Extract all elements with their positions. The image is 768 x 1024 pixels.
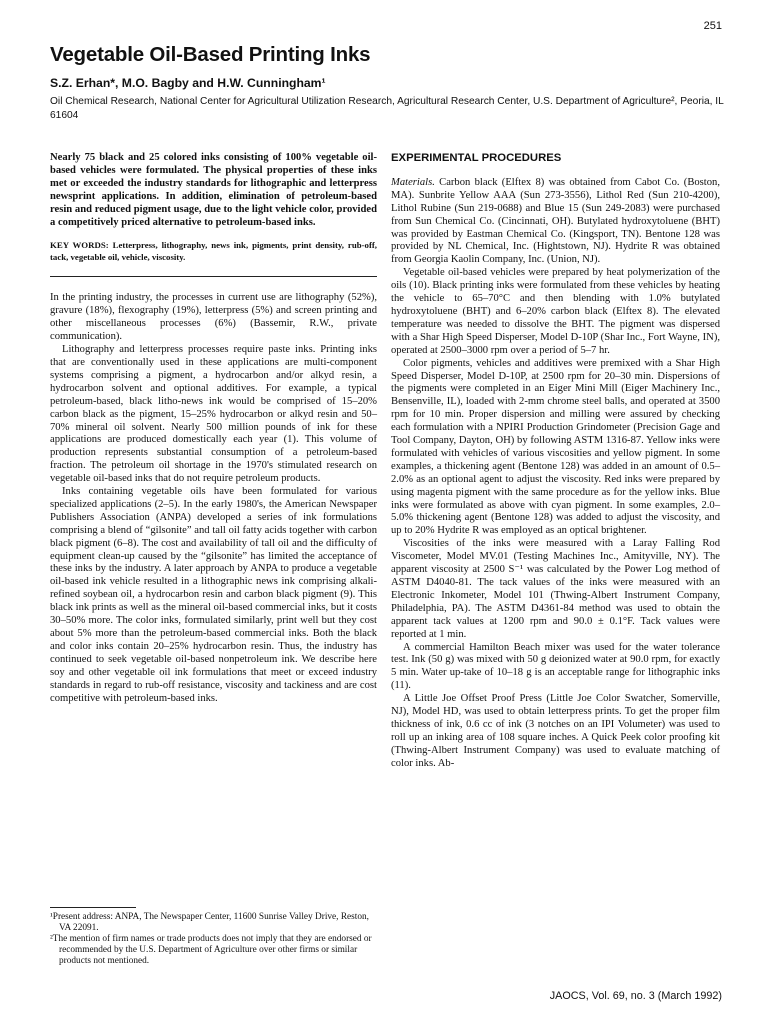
materials-label: Materials.: [391, 176, 435, 188]
left-column: [50, 152, 377, 705]
procedure-paragraph: Color pigments, vehicles and additives were premixed with a Shar High Speed Disperser, Model D-10P, at 2500 rpm for 20–30 min. Dispersions of the pigments were completed in an Eiger Mini Mill (Eiger Machinery Inc., Bensenville, IL), loaded with 2-mm chrome steel balls, and operated at 3500 rpm for 10 min. Proper dispersion and milling were assured by checking each formulation with a NPIRI Production Grindometer (Precision Gage and Tool Company, Dayton, OH) by following ASTM 1316-87. Yellow inks were formulated with vehicles of various viscosities and yellow pigment. In some examples, a thickening agent (Bentone 128) was added in an amount of 0.5–2.0% as an optional agent to adjust the viscosity. Red inks were prepared by using magenta pigment with the same procedure as for the yellow inks. Blue inks were formulated as above with cyan pigment. In some examples, 2.0–5.0% thickening agent (Bentone 128) was added to adjust the viscosity, and up to 20% Hydrite R was employed as an optical brightener.: [391, 357, 720, 537]
intro-paragraph: Lithography and letterpress processes require paste inks. Printing inks that are conventionally used in these applications are multi-component systems comprising a pigment, a hydrocarbon and/or alkyd resin, a hydrocarbon solvent and optional additives. For example, a typical petroleum-based, black litho-news ink would be comprised of 15–20% carbon black as the pigment, 15–25% hydrocarbon or alkyd resin and 50–70% mineral oil solvent. Nearly 500 million pounds of ink for these applications are produced domestically each year (1). This volume of production represents substantial consumption of a petroleum-based fraction. The petroleum oil shortage in the 1970's stimulated research on vegetable oil-based inks that do not require petroleum products.: [50, 344, 377, 485]
procedure-paragraph: Vegetable oil-based vehicles were prepared by heat polymerization of the oils (10). Black printing inks were formulated from these vehicles by heating the vehicle to 65–70°C and then blending with 1.0% butylated hydroxytoluene (BHT) and 6–20% carbon black (Elftex 8). The elevated temperature was needed to dissolve the BHT. The pigment was dispersed with a Shar High Speed Disperser, Model D-10P (Shar Inc., Fort Wayne, IN), operated at 2500–3000 rpm over a period of 5–7 hr.: [391, 267, 720, 356]
abstract: Nearly 75 black and 25 colored inks consisting of 100% vegetable oil-based vehicles were formulated. The physical properties of these inks met or exceeded the industry standards for lithographic and letterpress newsprint applications. In addition, elimination of petroleum-based resin and reduced pigment usage, due to the light vehicle color, provided a competitively priced alternative to petroleum-based inks.: [50, 152, 377, 228]
procedure-paragraph: A commercial Hamilton Beach mixer was used for the water tolerance test. Ink (50 g) was mixed with 50 g deionized water at 90.0 rpm, for exactly 5 min. Water up-take of 10–18 g is an acceptable range for lithographic inks (11).: [391, 641, 720, 692]
affiliation: Oil Chemical Research, National Center for Agricultural Utilization Research, Agricultural Research Center, U.S. Department of Agriculture², Peoria, IL 61604: [50, 96, 724, 121]
procedure-paragraph: Viscosities of the inks were measured with a Laray Falling Rod Viscometer, Model MV.01 (Testing Machines Inc., Amityville, NY). The apparent viscosity at 2500 S⁻¹ was calculated by the Power Log method of ASTM D4040-81. The tack values of the inks were measured with an Electronic Inkometer, Model 101 (Thwing-Albert Instrument Company, Philadelphia, PA). The ASTM D4361-84 method was used to obtain the apparent tack values at 1200 rpm and 90.0 ± 0.1°F. Tack values were reported at 1 min.: [391, 538, 720, 640]
materials-text: Carbon black (Elftex 8) was obtained from Cabot Co. (Boston, MA). Sunbrite Yellow AAA (Sun 273-3556), Lithol Red (Sun 210-4200), Lithol Rubine (Sun 219-0688) and Blue 15 (Sun 249-2083) were purchased from Sun Chemical Co. (Cincinnati, OH). Butylated hydroxytoluene (BHT) was provided by Eastman Chemical Co. (Kingsport, TN). Bentone 128 was provided by NL Chemical, Inc. (Hightstown, NJ). Hydrite R was obtained from Georgia Kaolin Company, Inc. (Union, NJ).: [391, 176, 720, 266]
materials-paragraph: [391, 177, 720, 267]
journal-footer: JAOCS, Vol. 69, no. 3 (March 1992): [549, 990, 722, 1002]
footnote: ²The mention of firm names or trade products does not imply that they are endorsed or recommended by the U.S. Department of Agriculture over other firms or similar products not mentioned.: [50, 934, 372, 966]
authors: S.Z. Erhan*, M.O. Bagby and H.W. Cunningham¹: [50, 76, 326, 90]
keywords: [50, 239, 377, 263]
right-column: [391, 152, 720, 771]
abstract-divider: [50, 276, 377, 277]
intro-paragraph: In the printing industry, the processes in current use are lithography (52%), gravure (18%), flexography (19%), letterpress (5%) and screen printing and other miscellaneous processes (6%) (Bassemir, R.W., private communication).: [50, 292, 377, 343]
article-title: Vegetable Oil-Based Printing Inks: [50, 43, 371, 66]
footnotes: [50, 907, 377, 967]
procedure-paragraph: A Little Joe Offset Proof Press (Little Joe Color Swatcher, Somerville, NJ), Model HD, was used to obtain letterpress prints. To get the proper film thickness of ink, 0.6 cc of ink (3 notches on an IPI Volumeter) was used to roll up an inking area of 108 square inches. A Quick Peek color proofing kit (Thwing-Albert Instrument Company) was used to evaluate matching of color inks. Ab-: [391, 693, 720, 769]
section-heading: EXPERIMENTAL PROCEDURES: [391, 152, 562, 164]
page-number: 251: [703, 20, 722, 32]
keywords-label: KEY WORDS:: [50, 240, 109, 251]
footnote: ¹Present address: ANPA, The Newspaper Center, 11600 Sunrise Valley Drive, Reston, VA 22091.: [50, 912, 369, 933]
footnote-divider: [50, 907, 136, 908]
intro-paragraph: Inks containing vegetable oils have been formulated for various specialized applications (2–5). In the early 1980's, the American Newspaper Publishers Association (ANPA) developed a series of ink formulations comprising a blend of “gilsonite” and tall oil fatty acids together with carbon black pigment (6–8). The cost and availability of tall oil and the difficulty of equipment clean-up caused by the “gilsonite” has limited the acceptance of these inks by the industry. A later approach by ANPA to produce a vegetable oil-based ink vehicle resulted in a lithographic news ink comprising alkali-refined soybean oil, a hydrocarbon resin and carbon black pigment (9). This black ink prints as well as the mineral oil-based commercial inks, but it costs 30–50% more. The color inks, formulated similarly, print well but they cost about 5% more than the petroleum-based commercial inks. Both the black and color inks contain 20–25% hydrocarbon resin. Thus, the industry has continued to seek vegetable oil-based nonpetroleum ink. We describe here soy and other vegetable oil ink formulations that meet or exceed industry standards in regard to rub-off resistance, viscosity and tackiness and are cost competitive with petroleum-based inks.: [50, 486, 377, 704]
keywords-text: Letterpress, lithography, news ink, pigments, print density, rub-off, tack, vegetable oil, vehicle, viscosity.: [50, 240, 378, 263]
